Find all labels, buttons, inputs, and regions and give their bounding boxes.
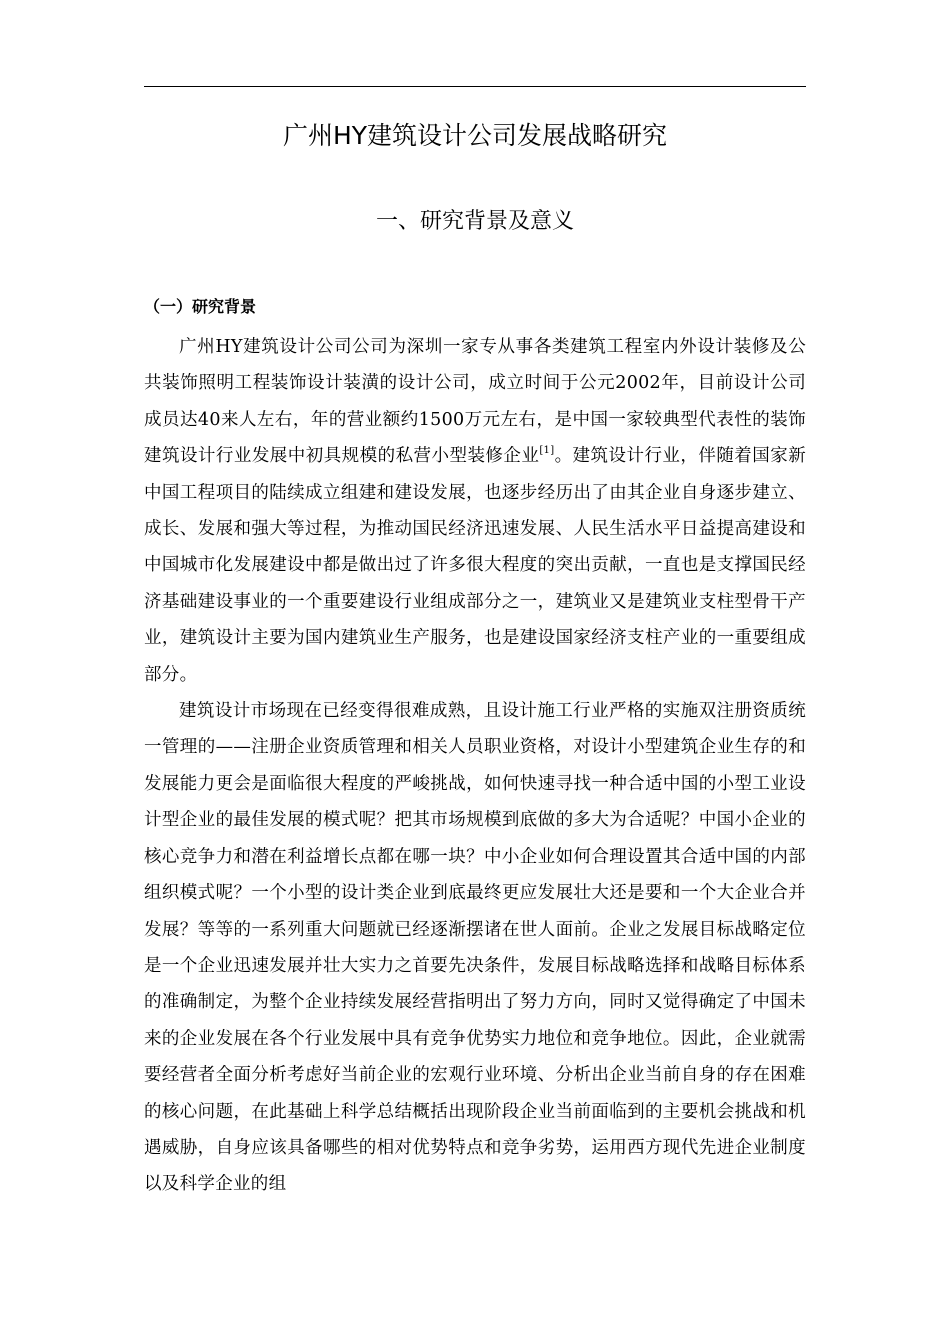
paragraph-2: 建筑设计市场现在已经变得很难成熟，且设计施工行业严格的实施双注册资质统一管理的——注册企业资质管理和相关人员职业资格，对设计小型建筑企业生存的和发展能力更会是面临很大程度的严峻挑战，如何快速寻找一种合适中国的小型工业设计型企业的最佳发展的模式呢？把其市场规模到底做的多大为合适呢？中国小企业的核心竞争力和潜在利益增长点都在哪一块？中小企业如何合理设置其合适中国的内部组织模式呢？一个小型的设计类企业到底最终更应发展壮大还是要和一个大企业合并发展？等等的一系列重大问题就已经逐渐摆诸在世人面前。企业之发展目标战略定位是一个企业迅速发展并壮大实力之首要先决条件，发展目标战略选择和战略目标体系的准确制定，为整个企业持续发展经营指明出了努力方向，同时又觉得确定了中国未来的企业发展在各个行业发展中具有竞争优势实力地位和竞争地位。因此，企业就需要经营者全面分析考虑好当前企业的宏观行业环境、分析出企业当前自身的存在困难的核心问题，在此基础上科学总结概括出现阶段企业当前面临到的主要机会挑战和机遇威胁，自身应该具备哪些的相对优势特点和竞争劣势，运用西方现代先进企业制度以及科学企业的组 bbox=[144, 701, 806, 1195]
paragraph-1-text-after-ref: 。建筑设计行业，伴随着国家新中国工程项目的陆续成立组建和建设发展，也逐步经历出了由其企业自身逐步建立、成长、发展和强大等过程，为推动国民经济迅速发展、人民生活水平日益提高建设和中国城市化发展建设中都是做出过了许多很大程度的突出贡献，一直也是支撑国民经济基础建设事业的一个重要建设行业组成部分之一，建筑业又是建筑业支柱型骨干产业，建筑设计主要为国内建筑业生产服务，也是建设国家经济支柱产业的一重要组成部分。 bbox=[144, 446, 806, 685]
paragraph-1 bbox=[144, 329, 806, 693]
subsection-heading: （一）研究背景 bbox=[144, 297, 257, 316]
paragraph-1-text-before-ref: 广州HY建筑设计公司公司为深圳一家专从事各类建筑工程室内外设计装修及公共装饰照明工程装饰设计装潢的设计公司，成立时间于公元2002年，目前设计公司成员达40来人左右，年的营业额约1500万元左右，是中国一家较典型代表性的装饰建筑设计行业发展中初具规模的私营小型装修企业 bbox=[144, 337, 806, 467]
citation-reference[interactable]: [1] bbox=[539, 445, 555, 457]
section-heading: 一、研究背景及意义 bbox=[375, 209, 574, 234]
header-rule bbox=[144, 86, 806, 87]
document-title: 广州HY建筑设计公司发展战略研究 bbox=[282, 121, 668, 150]
body-text bbox=[144, 329, 806, 1203]
